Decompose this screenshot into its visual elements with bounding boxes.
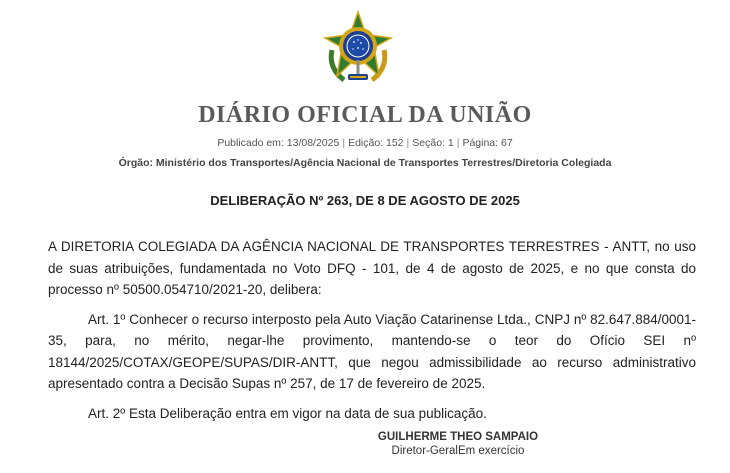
issuing-body: Órgão: Ministério dos Transportes/Agência Nacional de Transportes Terrestres/Diretoria Colegiada	[118, 157, 612, 169]
document-heading: DELIBERAÇÃO Nº 263, DE 8 DE AGOSTO DE 2025	[210, 193, 520, 208]
edition-number: Edição: 152	[348, 137, 404, 149]
paragraph-article-2: Art. 2º Esta Deliberação entra em vigor na data de sua publicação.	[88, 405, 487, 421]
newspaper-title: DIÁRIO OFICIAL DA UNIÃO	[198, 102, 532, 128]
section-number: Seção: 1	[412, 137, 454, 149]
publication-meta: Publicado em: 13/08/2025 | Edição: 152 | Seção: 1 | Página: 67	[217, 137, 513, 149]
page-number: Página: 67	[462, 137, 513, 149]
paragraph-preamble: A DIRETORIA COLEGIADA DA AGÊNCIA NACIONAL DE TRANSPORTES TERRESTRES - ANTT, no uso de suas atribuições, fundamentada no Voto DFQ - 101, de 4 de agosto de 2025, e no que consta do processo nº 50500.054710/2021-20, delibera:	[48, 239, 696, 297]
signature-block	[0, 431, 730, 457]
published-date: Publicado em: 13/08/2025	[217, 137, 340, 149]
document-body	[48, 236, 696, 432]
signatory-role: Diretor-GeralEm exercício	[391, 445, 525, 457]
brazil-coat-of-arms-icon	[318, 10, 398, 90]
signatory-name: GUILHERME THEO SAMPAIO	[377, 431, 539, 443]
paragraph-article-1: Art. 1º Conhecer o recurso interposto pela Auto Viação Catarinense Ltda., CNPJ nº 82.647.884/0001-35, para, no mérito, negar-lhe provimento, mantendo-se o teor do Ofício SEI nº 18144/2025/COTAX/GEOPE/SUPAS/DIR-ANTT, que negou admissibilidade ao recurso administrativo apresentado contra a Decisão Supas nº 257, de 17 de fevereiro de 2025.	[48, 311, 696, 391]
